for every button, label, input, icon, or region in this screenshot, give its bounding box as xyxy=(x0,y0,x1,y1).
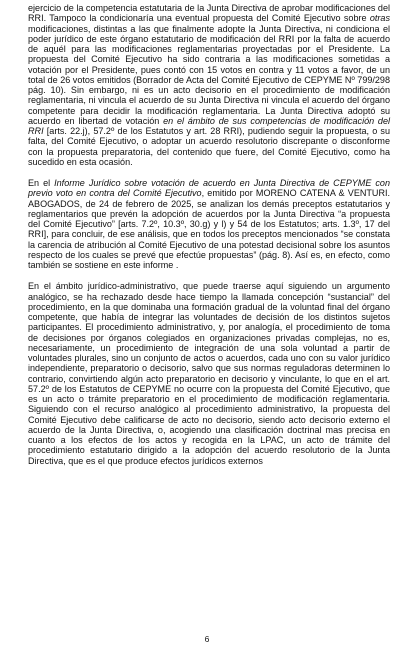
page-number: 6 xyxy=(204,634,210,644)
italic-text-run: en el ámbito de sus competencias de modificación del RRI xyxy=(28,115,390,136)
paragraph-3 xyxy=(28,281,390,466)
text-run: En el xyxy=(28,178,55,188)
text-run: , emitido por MORENO CATENA & VENTURI. ABOGADOS, de 24 de febrero de 2025, se analizan los demás preceptos estatutarios y reglamentarios que prevén la adopción de acuerdos por la Junta Directiva “a propuesta del Comité Ejecutivo” [arts. 7.2º, 10.3º, 30.g) y l) y 54 de los Estatutos; arts. 1.3º, 17 del RRI], para concluir, de ese análisis, que en todos los preceptos mencionados “se constata la carencia de atribución al Comité Ejecutivo de una potestad decisional sobre los asuntos respecto de los cuales se prevé que efectúe propuestas” (pág. 8). Así es, en efecto, como también se sostiene en este informe . xyxy=(28,188,391,270)
text-run: [arts. 22.j), 57.2º de los Estatutos y art. 28 RRI), pudiendo seguir la propuesta, o su falta, del Comité Ejecutivo, o adoptar un acuerdo resolutorio discrepante o disconforme con la propuesta preparatoria, del contenido que fuere, del Comité Ejecutivo, como ha sucedido en esta ocasión. xyxy=(28,126,390,167)
text-run: En el ámbito jurídico-administrativo, que puede traerse aquí siguiendo un argumento analógico, se ha rechazado desde hace tiempo la llamada concepción “sustancial” del procedimiento, en la que dominaba una formación gradual de la voluntad final del órgano competente, que había de integrar las voluntades de decisión de los distintos sujetos participantes. El procedimiento administrativo, y, por analogía, el procedimiento de toma de decisiones por órganos colegiados en organizaciones privadas complejas, no es, necesariamente, un procedimiento de integración de una sola voluntad a partir de voluntades plurales, sino un conjunto de actos o acuerdos, cada uno con su valor jurídico independiente, preparatorio o decisorio, salvo que sus normas reguladoras determinen lo contrario, convirtiendo algún acto preparatorio en decisorio y vinculante, lo que en el art. 57.2º de los Estatutos de CEPYME no ocurre con la propuesta del Comité Ejecutivo, que es un acto o trámite preparatorio en el procedimiento de modificación reglamentaria. Siguiendo con el recurso analógico al procedimiento administrativo, la propuesta del Comité Ejecutivo debe calificarse de acto no decisorio, siendo acto decisorio externo el acuerdo de la Junta Directiva, o, acogiendo una clasificación doctrinal mas precisa en cuanto a los efectos de los actos y recogida en la LPAC, un acto de trámite del procedimiento estatutario dirigido a la adopción del acuerdo resolutorio de la Junta Directiva, que es el que produce efectos jurídicos externos xyxy=(28,281,390,466)
text-run: modificaciones, distintas a las que finalmente adopte la Junta Directiva, ni condiciona el poder jurídico de este órgano estatutario de modificación del RRI por la falta de acuerdo de aquél para las modificaciones reglamentarias proyectadas por el Presidente. La propuesta del Comité Ejecutivo ha sido contraria a las modificaciones sometidas a votación por el Presidente, pues contó con 15 votos en contra y 11 votos a favor, de un total de 26 votos emitidos (Borrador de Acta del Comité Ejecutivo de CEPYME Nº 799/298 pág. 10). Sin embargo, ni es un acto decisorio en el procedimiento de modificación reglamentaria, ni vincula el acuerdo de su Junta Directiva ni vincula el acuerdo del órgano competente para decidir la modificación reglamentaria. La Junta Directiva adoptó su acuerdo en libertad de votación xyxy=(28,23,390,126)
text-run: ejercicio de la competencia estatutaria de la Junta Directiva de aprobar modificaciones del RRI. Tampoco la condicionaría una eventual propuesta del Comité Ejecutivo sobre xyxy=(28,3,390,24)
paragraph-gap xyxy=(28,167,390,178)
italic-text-run: Informe Jurídico sobre votación de acuerdo en Junta Directiva de CEPYME con previo voto en contra del Comité Ejecutivo xyxy=(28,178,390,199)
italic-text-run: otras xyxy=(369,13,390,24)
paragraph-2 xyxy=(28,178,390,270)
paragraph-gap xyxy=(28,270,390,281)
paragraph-1 xyxy=(28,3,390,167)
